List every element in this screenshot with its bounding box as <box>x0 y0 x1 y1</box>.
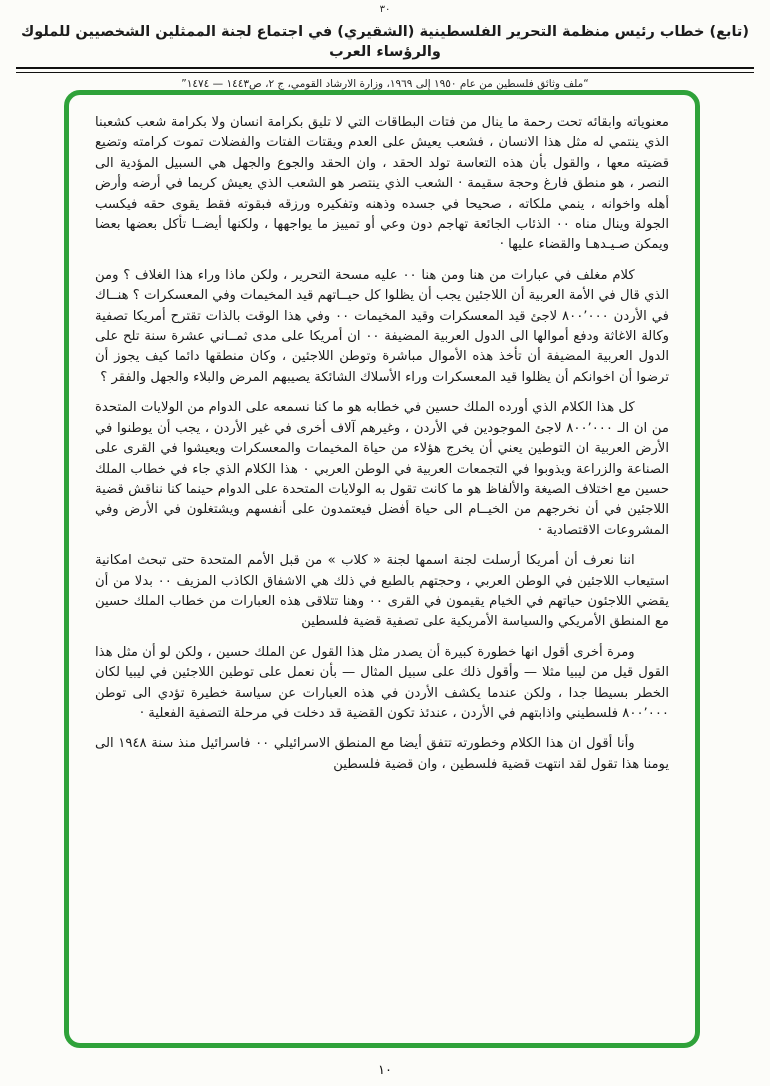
document-title: (تابع) خطاب رئيس منظمة التحرير الفلسطينية (الشقيري) في اجتماع لجنة الممثلين الشخصيين للملوك والرؤساء العرب <box>21 24 749 60</box>
paragraph: كلام مغلف في عبارات من هنا ومن هنا ٠٠ عليه مسحة التحرير ، ولكن ماذا وراء هذا الغلاف ؟ ومن الذي قال في الأمة العربية أن اللاجئين يجب أن يظلوا كل حيــاتهم قيد المخيمات وفي المعسكرات ؟ هنــاك في الأردن ٨٠٠٬٠٠٠ لاجئ قيد المعسكرات وقيد المخيمات ٠٠ وفي هذا الوقت بالذات تقترح أمريكا تصفية وكالة الاغاثة ودفع أموالها الى الدول العربية المضيفة ٠٠ ان أمريكا على مدى ثمــاني عشرة سنة تلح على الدول العربية المضيفة أن تأخذ هذه الأموال مباشرة وتوطن اللاجئين ، وكان منطقها دائما كيف يجوز أن ترضوا أن اخوانكم أن يظلوا قيد المعسكرات وراء الأسلاك الشائكة يصيبهم المرض والبلاء والجهل والفقر ؟ <box>95 267 669 385</box>
paragraph: ومرة أخرى أقول انها خطورة كبيرة أن يصدر مثل هذا القول عن الملك حسين ، ولكن لو أن مثل هذا القول قيل من ليبيا مثلا — وأقول ذلك على سبيل المثال — بأن نعمل على توطين اللاجئين في ليبيا لكان الخطر بسيطا جدا ، ولكن عندما يكشف الأردن في هذه العبارات عن سياسة خطيرة تؤدي الى توطن ٨٠٠٬٠٠٠ فلسطيني واذابتهم في الأردن ، عندئذ تكون القضية قد دخلت في مرحلة التصفية الفعلية · <box>95 644 669 721</box>
paragraph: معنوياته وابقائه تحت رحمة ما ينال من فتات البطاقات التي لا تليق بكرامة انسان ولا بكرامة شعب كشعبنا الذي ينتمي له مثل هذا الانسان ، فشعب يعيش على العدم ويقتات الفتات والفضلات تموت كرامته وتضيع قضيته معها ، والقول بأن هذه التعاسة تولد الحقد ، وان الحقد والجوع والجهل هي السبيل المؤدية الى النصر ، هو منطق فارغ وحجة سقيمة · الشعب الذي ينتصر هو الشعب الذي يعيش كريما في أرضه وأرض أهله واخوانه ، ينمي ملكاته ، صحيحا في جسده وذهنه وتفكيره ورزقه فبقوته فقط يقوى حقه فيكسب الجولة وينال مناه ٠٠ الذئاب الجائعة تهاجم دون وعي أو تمييز ما يواجهها ، ولكنها أيضــا تأكل بعضها بعضا ويمكن صـيـدهـا والقضاء عليها · <box>95 115 669 253</box>
paragraph: وأنا أقول ان هذا الكلام وخطورته تتفق أيضا مع المنطق الاسرائيلي ٠٠ فاسرائيل منذ سنة ١٩٤٨ الى يومنا هذا تقول لقد انتهت قضية فلسطين ، وان قضية فلسطين <box>95 736 669 772</box>
header-rule <box>16 67 754 73</box>
archive-mark: ٣٠ <box>379 4 391 15</box>
source-citation: “ملف وثائق فلسطين من عام ١٩٥٠ إلى ١٩٦٩، وزارة الارشاد القومي، ج ٢، ص١٤٤٣ — ١٤٧٤” <box>181 78 589 90</box>
paragraph: كل هذا الكلام الذي أورده الملك حسين في خطابه هو ما كنا نسمعه على الدوام من الولايات المتحدة من ان الـ ٨٠٠٬٠٠٠ لاجئ الموجودين في الأردن ، وغيرهم آلاف أخرى في غير الأردن ، يجب أن يوطنوا في الأرض العربية ان التوطين يعني أن يخرج هؤلاء من حياة المخيمات والمعسكرات ويعيشوا في القرى على الصناعة والزراعة ويذوبوا في التجمعات العربية في الوطن العربي ٠ هذا الكلام الذي جاء في خطاب الملك حسين مع اختلاف الصيغة والألفاظ هو ما كانت تقول به الولايات المتحدة على الدوام حينما كنا نناقش قضية اللاجئين في أن نخرجهم من الخيــام الى حياة أفضل فيعتمدون على أنفسهم ويشتغلون في الأرض وفي المشروعات الاقتصادية · <box>95 400 669 538</box>
paragraph: اننا نعرف أن أمريكا أرسلت لجنة اسمها لجنة « كلاب » من قبل الأمم المتحدة حتى تبحث امكانية استيعاب اللاجئين في الوطن العربي ، وحجتهم بالطبع في ذلك هي الاشفاق الكاذب المزيف ٠٠ بدلا من أن يقضي اللاجئون حياتهم في الخيام يقيمون في القرى ٠٠ وهنا تتلاقى هذه العبارات من خطاب الملك حسين مع المنطق الأمريكي والسياسة الأمريكية على تصفية قضية فلسطين <box>95 553 669 630</box>
page-number: ١٠ <box>378 1063 392 1078</box>
text-frame <box>64 90 700 1048</box>
